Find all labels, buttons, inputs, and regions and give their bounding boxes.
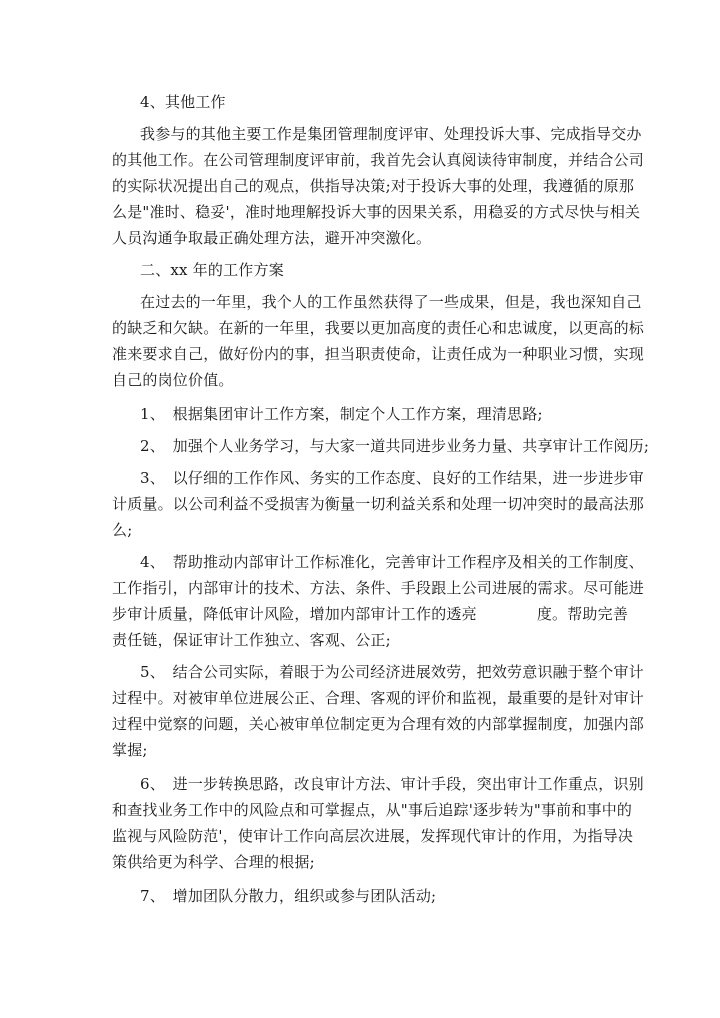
plan-item-1: 1、 根据集团审计工作方案，制定个人工作方案，理清思路;: [140, 405, 543, 423]
plan-item-5: 5、 结合公司实际，着眼于为公司经济进展效劳，把效劳意识融于整个审计: [140, 663, 644, 681]
plan-item-7: 7、 增加团队分散力，组织或参与团队活动;: [140, 887, 437, 905]
paragraph-line: 的实际状况提出自己的观点，供指导决策;对于投诉大事的处理，我遵循的原那: [112, 177, 635, 195]
paragraph-line: 么是"准时、稳妥'，准时地理解投诉大事的因果关系，用稳妥的方式尽快与相关: [112, 203, 641, 221]
paragraph-line: 人员沟通争取最正确处理方法，避开冲突激化。: [112, 229, 432, 247]
plan-item-4: 4、 帮助推动内部审计工作标准化，完善审计工作程序及相关的工作制度、: [140, 553, 644, 571]
paragraph-line: 策供给更为科学、合理的根据;: [112, 853, 315, 871]
paragraph-line: 和查找业务工作中的风险点和可掌握点，从"事后追踪'逐步转为"事前和事中的: [112, 801, 633, 819]
paragraph-line: 准来要求自己，做好份内的事，担当职责使命，让责任成为一种职业习惯，实现: [112, 345, 645, 363]
plan-item-2: 2、 加强个人业务学习，与大家一道共同进步业务力量、共享审计工作阅历;: [140, 437, 650, 455]
paragraph-line-part: 步审计质量，降低审计风险，增加内部审计工作的透亮: [112, 605, 477, 623]
paragraph-line: 么;: [112, 521, 133, 539]
paragraph-line: 我参与的其他主要工作是集团管理制度评审、处理投诉大事、完成指导交办: [140, 125, 642, 143]
paragraph-line: 过程中。对被审单位进展公正、合理、客观的评价和监视，最重要的是针对审计: [112, 689, 645, 707]
paragraph-line-part: 度。帮助完善: [536, 605, 629, 623]
paragraph-line: 计质量。以公司利益不受损害为衡量一切利益关系和处理一切冲突时的最高法那: [112, 495, 645, 513]
paragraph-line: 在过去的一年里，我个人的工作虽然获得了一些成果，但是，我也深知自己: [140, 293, 642, 311]
plan-item-6: 6、 进一步转换思路，改良审计方法、审计手段，突出审计工作重点，识别: [140, 775, 644, 793]
paragraph-line: 工作指引，内部审计的技术、方法、条件、手段跟上公司进展的需求。尽可能进: [112, 579, 645, 597]
paragraph-line: 掌握;: [112, 741, 148, 759]
plan-item-3: 3、 以仔细的工作作风、务实的工作态度、良好的工作结果，进一步进步审: [140, 469, 644, 487]
paragraph-line: 责任链，保证审计工作独立、客观、公正;: [112, 631, 391, 649]
paragraph-line: 自己的岗位价值。: [112, 371, 234, 389]
paragraph-line: 监视与风险防范'，使审计工作向高层次进展，发挥现代审计的作用，为指导决: [112, 827, 634, 845]
section-2-heading: 二、xx 年的工作方案: [140, 261, 284, 279]
paragraph-line: 过程中觉察的问题，关心被审单位制定更为合理有效的内部掌握制度，加强内部: [112, 715, 645, 733]
paragraph-line: 的缺乏和欠缺。在新的一年里，我要以更加高度的责任心和忠诚度，以更高的标: [112, 319, 645, 337]
paragraph-line: 的其他工作。在公司管理制度评审前，我首先会认真阅读待审制度，并结合公司: [112, 151, 645, 169]
paragraph-line: [112, 604, 629, 624]
section-4-heading: 4、其他工作: [140, 93, 226, 111]
